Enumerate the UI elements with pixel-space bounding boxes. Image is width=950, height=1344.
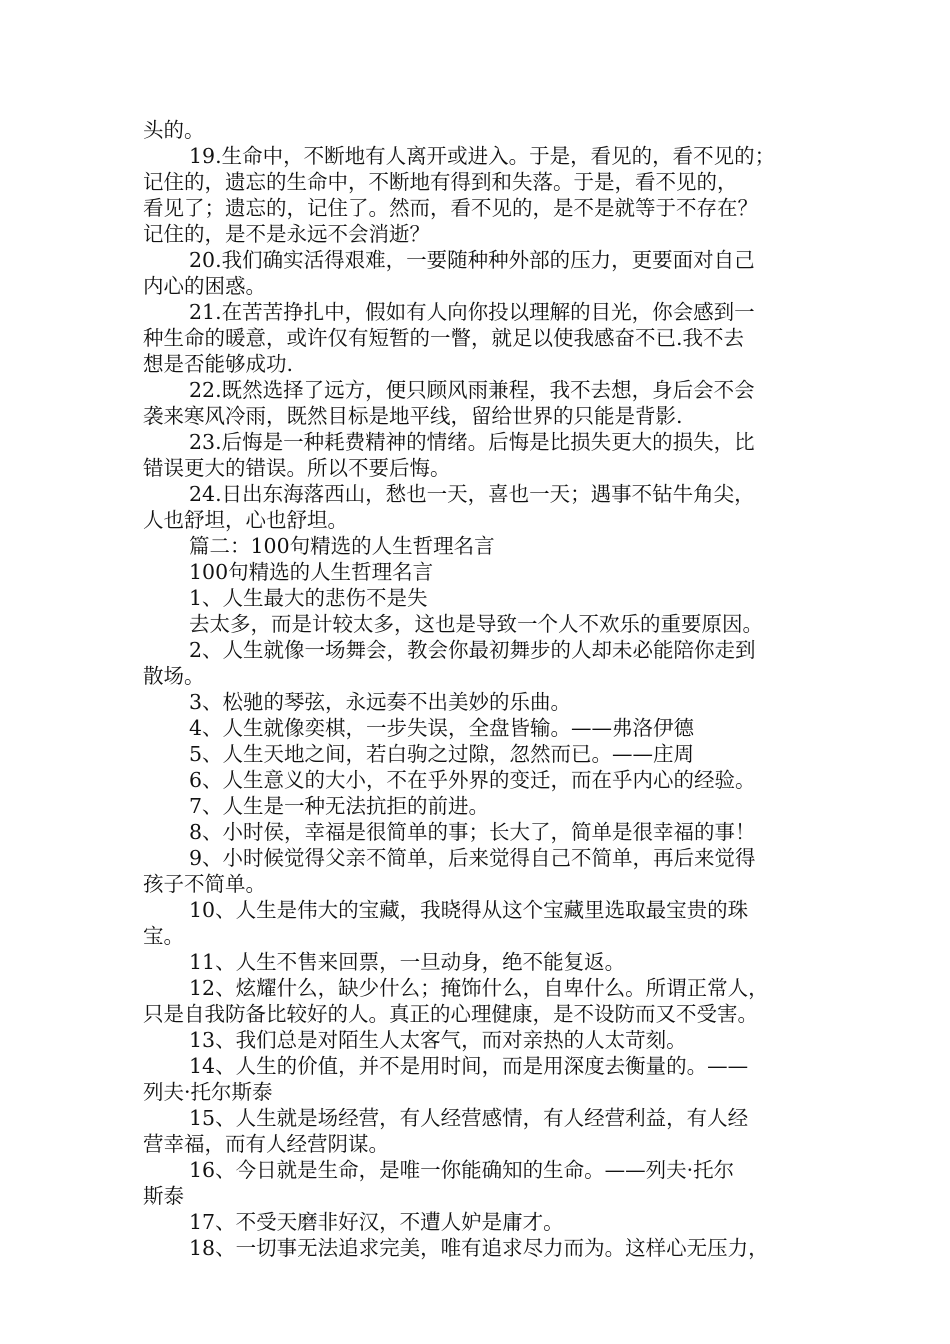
text-line: 1、人生最大的悲伤不是失 bbox=[189, 586, 428, 610]
text-line: 斯泰 bbox=[143, 1184, 184, 1208]
paragraph bbox=[143, 585, 823, 611]
text-line: 8、小时侯，幸福是很简单的事；长大了，简单是很幸福的事！ bbox=[189, 820, 756, 844]
paragraph bbox=[143, 689, 823, 715]
text-line: 错误更大的错误。所以不要后悔。 bbox=[143, 456, 451, 480]
text-line: 16、今日就是生命，是唯一你能确知的生命。——列夫·托尔 bbox=[189, 1158, 735, 1182]
text-line: 9、小时候觉得父亲不简单，后来觉得自己不简单，再后来觉得 bbox=[189, 846, 756, 870]
text-line: 列夫·托尔斯泰 bbox=[143, 1080, 273, 1104]
text-line: 去太多，而是计较太多，这也是导致一个人不欢乐的重要原因。 bbox=[189, 612, 763, 636]
paragraph bbox=[143, 1235, 823, 1261]
text-line: 14、人生的价值，并不是用时间，而是用深度去衡量的。—— bbox=[189, 1054, 749, 1078]
paragraph bbox=[143, 377, 823, 429]
text-line: 散场。 bbox=[143, 664, 205, 688]
paragraph bbox=[143, 143, 823, 247]
text-line: 11、人生不售来回票，一旦动身，绝不能复返。 bbox=[189, 950, 626, 974]
paragraph bbox=[143, 741, 823, 767]
paragraph bbox=[143, 559, 823, 585]
text-line: 21.在苦苦挣扎中，假如有人向你投以理解的目光，你会感到一 bbox=[189, 300, 755, 324]
text-line: 人也舒坦，心也舒坦。 bbox=[143, 508, 348, 532]
text-line: 7、人生是一种无法抗拒的前进。 bbox=[189, 794, 490, 818]
paragraph bbox=[143, 299, 823, 377]
text-line: 种生命的暖意，或许仅有短暂的一瞥，就足以使我感奋不已.我不去 bbox=[143, 326, 745, 350]
paragraph bbox=[143, 767, 823, 793]
text-line: 17、不受天磨非好汉，不遭人妒是庸才。 bbox=[189, 1210, 564, 1234]
text-line: 记住的，遗忘的生命中，不断地有得到和失落。于是，看不见的， bbox=[143, 170, 738, 194]
text-line: 23.后悔是一种耗费精神的情绪。后悔是比损失更大的损失，比 bbox=[189, 430, 755, 454]
text-line: 内心的困惑。 bbox=[143, 274, 266, 298]
text-line: 3、松驰的琴弦，永远奏不出美妙的乐曲。 bbox=[189, 690, 572, 714]
paragraph bbox=[143, 715, 823, 741]
paragraph bbox=[143, 793, 823, 819]
text-line: 13、我们总是对陌生人太客气，而对亲热的人太苛刻。 bbox=[189, 1028, 687, 1052]
text-line: 10、人生是伟大的宝藏，我晓得从这个宝藏里选取最宝贵的珠 bbox=[189, 898, 749, 922]
paragraph bbox=[143, 975, 823, 1027]
text-line: 15、人生就是场经营，有人经营感情，有人经营利益，有人经 bbox=[189, 1106, 749, 1130]
text-line: 记住的，是不是永远不会消逝？ bbox=[143, 222, 430, 246]
text-line: 想是否能够成功. bbox=[143, 352, 294, 376]
text-line: 6、人生意义的大小，不在乎外界的变迁，而在乎内心的经验。 bbox=[189, 768, 756, 792]
text-line: 宝。 bbox=[143, 924, 184, 948]
paragraph bbox=[143, 117, 823, 143]
paragraph bbox=[143, 949, 823, 975]
paragraph bbox=[143, 1053, 823, 1105]
paragraph bbox=[143, 1209, 823, 1235]
paragraph bbox=[143, 637, 823, 689]
paragraph bbox=[143, 429, 823, 481]
paragraph bbox=[143, 481, 823, 533]
text-line: 12、炫耀什么，缺少什么；掩饰什么，自卑什么。所谓正常人， bbox=[189, 976, 769, 1000]
text-line: 孩子不简单。 bbox=[143, 872, 266, 896]
text-line: 19.生命中，不断地有人离开或进入。于是，看见的，看不见的； bbox=[189, 144, 776, 168]
text-line: 20.我们确实活得艰难，一要随种种外部的压力，更要面对自己 bbox=[189, 248, 755, 272]
text-line: 4、人生就像奕棋，一步失误，全盘皆输。——弗洛伊德 bbox=[189, 716, 695, 740]
paragraph bbox=[143, 1105, 823, 1157]
text-line: 篇二：100句精选的人生哲理名言 bbox=[189, 534, 495, 558]
text-line: 看见了；遗忘的，记住了。然而，看不见的，是不是就等于不存在？ bbox=[143, 196, 758, 220]
text-line: 头的。 bbox=[143, 118, 205, 142]
text-line: 18、一切事无法追求完美，唯有追求尽力而为。这样心无压力， bbox=[189, 1236, 769, 1260]
text-line: 22.既然选择了远方，便只顾风雨兼程，我不去想，身后会不会 bbox=[189, 378, 755, 402]
paragraph bbox=[143, 533, 823, 559]
document-body bbox=[143, 117, 823, 1261]
text-line: 营幸福，而有人经营阴谋。 bbox=[143, 1132, 389, 1156]
text-line: 100句精选的人生哲理名言 bbox=[189, 560, 434, 584]
paragraph bbox=[143, 611, 823, 637]
text-line: 5、人生天地之间，若白驹之过隙，忽然而已。——庄周 bbox=[189, 742, 695, 766]
paragraph bbox=[143, 897, 823, 949]
paragraph bbox=[143, 845, 823, 897]
paragraph bbox=[143, 819, 823, 845]
text-line: 2、人生就像一场舞会，教会你最初舞步的人却未必能陪你走到 bbox=[189, 638, 756, 662]
paragraph bbox=[143, 247, 823, 299]
paragraph bbox=[143, 1157, 823, 1209]
text-line: 24.日出东海落西山，愁也一天，喜也一天；遇事不钻牛角尖， bbox=[189, 482, 755, 506]
text-line: 只是自我防备比较好的人。真正的心理健康，是不设防而又不受害。 bbox=[143, 1002, 758, 1026]
paragraph bbox=[143, 1027, 823, 1053]
text-line: 袭来寒风冷雨，既然目标是地平线，留给世界的只能是背影. bbox=[143, 404, 683, 428]
